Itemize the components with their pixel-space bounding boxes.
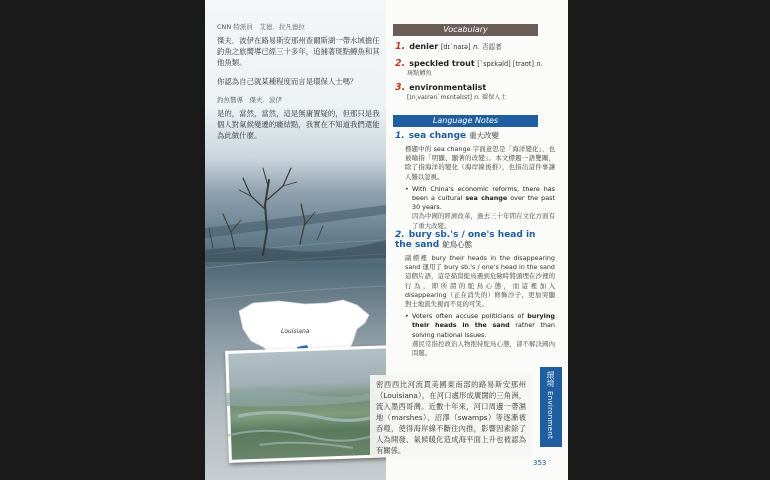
photo-caption xyxy=(370,375,532,457)
note-number: 2. xyxy=(395,230,405,240)
paragraph-1: 傑夫．波伊在路易斯安那州查爾斯湖一帶水域擔任釣魚之旅嚮導已經三十多年，追捕著斑點鱒魚和其他魚類。 xyxy=(217,36,380,67)
page-number: 353 xyxy=(533,459,547,467)
vocab-word: speckled trout xyxy=(409,59,475,68)
note-2-body xyxy=(405,254,555,358)
note-1-body xyxy=(405,145,555,231)
vocab-word: denier xyxy=(409,42,439,51)
example-highlight: burying their heads in the sand xyxy=(412,312,555,330)
interview-text xyxy=(217,22,385,143)
example-text: rather than solving national issues. xyxy=(412,321,555,339)
vocab-phonetic: [ˋspɛkəld] [traʊt] xyxy=(477,60,534,68)
example-text: With China's economic reforms, there has been a cultural xyxy=(412,184,555,203)
note-example xyxy=(405,185,555,231)
note-explanation: 副標裡 bury their heads in the disappearing sand 運用了 bury sb.'s / one's head in the sand 這個片語，這是描寫鴕鳥遇到危險時將頭埋在沙裡的行為，即所謂的鴕鳥心態，而這裡加入 disappearing（正在消失的）修飾沙子，更加突顯對土地流失視而不見的可笑。 xyxy=(405,254,555,309)
example-text: over the past 30 years. xyxy=(412,194,555,212)
note-phrase-cn: 重大改變 xyxy=(469,131,499,140)
delta-photo xyxy=(225,345,386,463)
section-tab-en: Environment xyxy=(546,391,554,439)
caption-text: 密西西比河流貫美國東南部的路易斯安那州（Louisiana），在河口處形成廣闊的三角洲，流入墨西哥灣。近數十年來，河口周邊一帶濕地（marshes）、沼澤（swamps）等逐漸被吞噬，使得海岸線不斷往內推，影響因素除了人為開發、氣候暖化造成海平面上升也被認為有關係。 xyxy=(376,380,526,455)
vocab-number: 3. xyxy=(395,82,406,93)
example-highlight: sea change xyxy=(465,194,508,203)
language-notes-banner: Language Notes xyxy=(393,115,538,127)
example-translation: 因為中國的經濟改革，過去三十年間在文化方面有了重大改變。 xyxy=(412,212,555,230)
vocab-pos: n. xyxy=(536,60,543,68)
section-tab-cn: 環境 xyxy=(546,371,555,387)
note-phrase-cn: 鴕鳥心態 xyxy=(442,240,472,249)
example-translation: 選民常指控政治人物抱持鴕鳥心態，卻不解決國內問題。 xyxy=(412,339,555,358)
note-1-title xyxy=(395,131,551,141)
note-explanation: 標題中的 sea change 字面意思是「海洋變化」，也被喻指「明顯、顯著的改變」。本文標題一語雙關，除了指海洋的變化（海岸線後推），也指出這件事讓人難以忽視。 xyxy=(405,145,555,181)
vocab-number: 1. xyxy=(395,41,406,52)
vocab-definition: 否認者 xyxy=(481,43,502,51)
vocab-definition: 斑點鱒魚 xyxy=(407,70,432,77)
vocabulary-banner: Vocabulary xyxy=(393,24,538,36)
note-number: 1. xyxy=(395,131,405,141)
vocab-pos: n. xyxy=(474,94,480,101)
example-text: Voters often accuse politicians of xyxy=(412,312,528,321)
speaker-label-guide: 釣魚嚮導 傑夫．波伊 xyxy=(217,96,282,104)
vocab-word: environmentalist xyxy=(409,83,487,92)
vocab-item xyxy=(395,82,545,102)
paragraph-3: 是的，當然，當然，這是無庸置疑的，但那只是我個人對氣候變遷的癥結點，我實在不知道我們還能為此做什麼。 xyxy=(217,109,380,140)
note-2-title xyxy=(395,230,551,250)
vocab-phonetic: [dɪˋnaɪə] xyxy=(440,43,471,51)
paragraph-2: 你認為自己就某種程度而言是環保人士嗎？ xyxy=(217,77,358,86)
speaker-label-reporter: CNN 特派員 艾德．拉凡德拉 xyxy=(217,23,305,31)
vocab-item xyxy=(395,58,545,78)
vocab-item xyxy=(395,41,545,52)
wetland-photo xyxy=(205,0,386,480)
vocab-pos: n. xyxy=(473,43,480,51)
vocab-phonetic: [ɪn͵vaɪrənˋmɛntəlɪst] xyxy=(407,94,473,101)
delta-scene-graphic xyxy=(225,345,386,463)
vocab-definition: 環保人士 xyxy=(481,94,507,101)
note-phrase: sea change xyxy=(408,131,467,141)
map-label: Louisiana xyxy=(281,328,310,335)
note-phrase: bury sb.'s / one's head in the sand xyxy=(395,230,536,250)
note-example xyxy=(405,312,555,358)
vocab-number: 2. xyxy=(395,58,406,69)
delta-photo-image xyxy=(228,348,386,460)
section-tab xyxy=(540,367,562,447)
